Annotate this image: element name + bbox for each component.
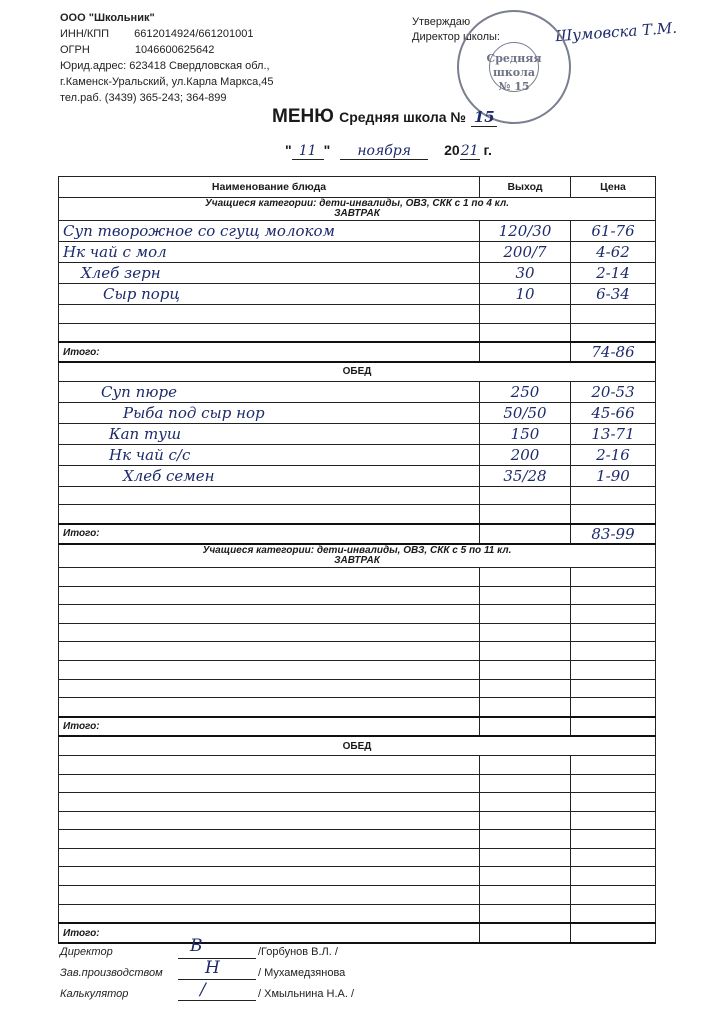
breakfast1-label: ЗАВТРАК [334,208,380,219]
production-sign-line [178,979,256,980]
table-row [59,465,656,486]
empty-row [59,793,656,812]
approve-label: Утверждаю [412,16,471,28]
year-prefix: 20 [444,142,460,158]
dish-price: 20-53 [591,382,635,401]
header-yield: Выход [480,177,571,198]
total-row [59,717,656,737]
dish-yield: 250 [510,382,540,401]
production-sign-mark: H [205,958,220,978]
calc-sign-mark: / [200,980,206,1000]
table-row [59,444,656,465]
breakfast2-label: ЗАВТРАК [334,554,380,566]
dish-price: 61-76 [591,222,635,240]
year-suffix: 21 [460,143,479,159]
director-signature: Шумовска Т.М. [554,18,678,46]
total-row [59,923,656,943]
empty-row [59,867,656,886]
footer-calc-name: / Хмыльнина Н.А. / [258,988,355,1000]
empty-row [59,605,656,624]
lunch1-row [59,362,656,381]
footer-production-label: Зав.производством [60,967,163,979]
empty-row [59,642,656,661]
address-line1: Юрид.адрес: 623418 Свердловская обл., [60,60,270,72]
table-row [59,221,656,242]
total-label: Итого: [59,524,480,544]
dish-yield: 30 [515,264,535,282]
category1-label: Учащиеся категории: дети-инвалиды, ОВЗ, СКК с 1 по 4 кл. [204,198,510,209]
phone: тел.раб. (3439) 365-243; 364-899 [60,92,227,104]
empty-row [59,567,656,586]
empty-row [59,886,656,905]
date-day: 11 [292,143,324,160]
empty-row [59,679,656,698]
ogrn-label: ОГРН [60,44,90,56]
title-sub: Средняя школа № [339,109,466,125]
date-month: ноября [340,143,428,160]
dish-name: Рыба под сыр нор [123,403,265,422]
dish-name: Хлеб семен [123,466,215,485]
empty-row [59,755,656,774]
org-header [60,10,274,106]
empty-row [59,774,656,793]
stamp-line1: Средняя [486,52,542,65]
footer-director-label: Директор [60,946,113,958]
empty-row [59,904,656,923]
year-unit: г. [483,142,492,158]
total-row [59,342,656,362]
empty-row [59,586,656,605]
category-row-1 [59,198,656,221]
empty-row [59,830,656,849]
table-row [59,381,656,402]
footer-production-name: / Мухамедзянова [258,967,346,979]
dish-yield: 150 [510,424,540,443]
empty-row [59,305,656,324]
dish-yield: 50/50 [503,403,547,422]
dish-name: Кап туш [109,424,182,443]
dish-price: 6-34 [596,285,630,303]
dish-price: 45-66 [591,403,635,422]
dish-yield: 35/28 [503,466,547,485]
empty-row [59,486,656,505]
empty-row [59,848,656,867]
menu-table [58,176,656,944]
empty-row [59,698,656,717]
total-lunch1: 83-99 [591,524,635,543]
dish-name: Нк чай с мол [63,243,167,261]
stamp-line2: школа [493,66,535,79]
inn-label: ИНН/КПП [60,28,110,40]
date-line: " 11 " ноября 2021 г. [285,142,492,159]
table-header-row [59,177,656,198]
dish-price: 1-90 [596,466,630,485]
org-name: ООО "Школьник" [60,12,155,24]
category2-label: Учащиеся категории: дети-инвалиды, ОВЗ, СКК с 5 по 11 кл. [202,544,512,556]
page-title [272,106,497,128]
total-label: Итого: [59,717,480,737]
empty-row [59,323,656,342]
dish-name: Суп пюре [101,382,177,401]
empty-row [59,660,656,679]
dish-yield: 200/7 [503,243,547,261]
dish-price: 2-16 [596,445,630,464]
dish-name: Сыр порц [103,285,180,303]
dish-yield: 200 [510,445,540,464]
table-row [59,284,656,305]
lunch2-row [59,736,656,755]
stamp-line3: № 15 [498,80,530,93]
director-school-label: Директор школы: [412,31,500,43]
dish-price: 2-14 [596,264,630,282]
dish-price: 4-62 [596,243,630,261]
header-price: Цена [571,177,656,198]
dish-price: 13-71 [591,424,635,443]
total-label: Итого: [59,923,480,943]
table-row [59,423,656,444]
category-row-2 [59,544,656,568]
inn-value: 6612014924/661201001 [134,28,254,40]
address-line2: г.Каменск-Уральский, ул.Карла Маркса,45 [60,76,274,88]
footer-director-name: /Горбунов В.Л. / [258,946,338,958]
title-main: МЕНЮ [272,106,334,127]
ogrn-value: 1046600625642 [134,44,215,56]
header-dish: Наименование блюда [59,177,480,198]
lunch1-label: ОБЕД [59,362,656,381]
dish-name: Нк чай с/с [109,445,191,464]
school-number: 15 [471,108,497,127]
table-row [59,263,656,284]
total-label: Итого: [59,342,480,362]
dish-yield: 10 [515,285,535,303]
lunch2-label: ОБЕД [59,736,656,755]
dish-yield: 120/30 [498,222,552,240]
dish-name: Суп творожное со сгущ молоком [63,222,335,240]
calc-sign-line [178,1000,256,1001]
empty-row [59,623,656,642]
table-row [59,402,656,423]
empty-row [59,505,656,524]
dish-name: Хлеб зерн [81,264,161,282]
director-sign-mark: B [190,936,203,956]
total-breakfast1: 74-86 [591,343,635,362]
total-row [59,524,656,544]
footer-calc-label: Калькулятор [60,988,129,1000]
empty-row [59,811,656,830]
table-row [59,242,656,263]
